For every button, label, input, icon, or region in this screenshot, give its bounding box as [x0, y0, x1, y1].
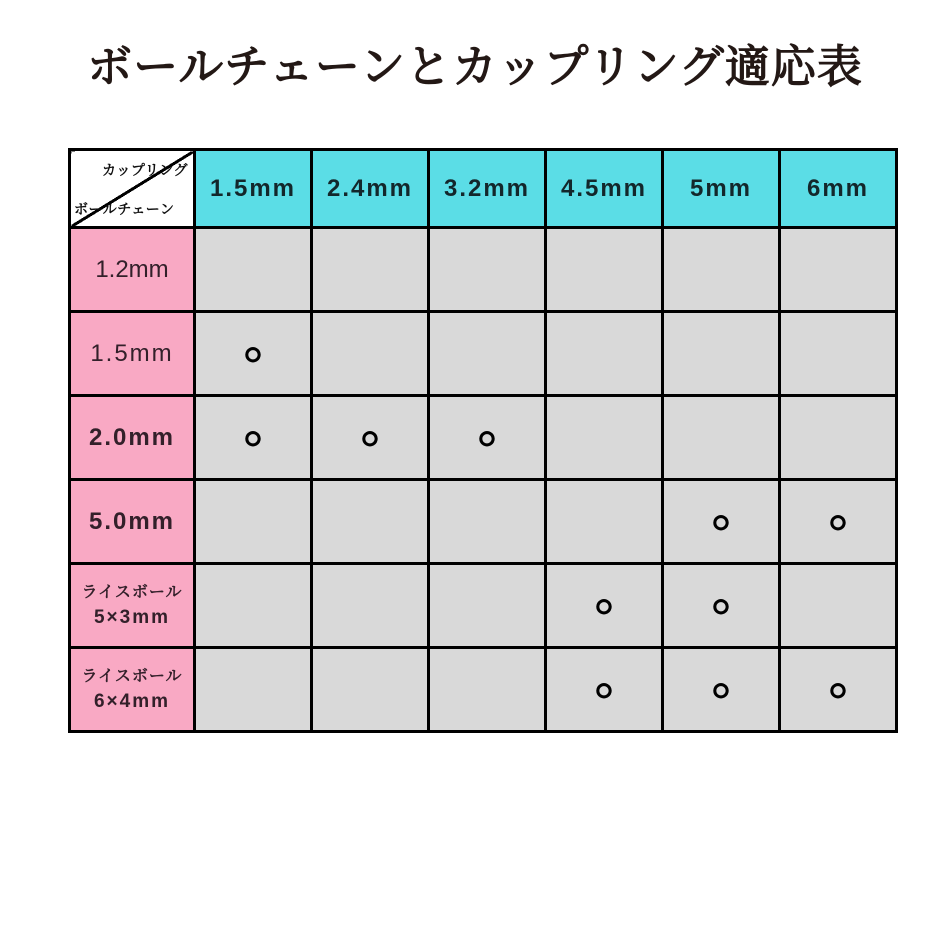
matrix-cell [429, 480, 546, 564]
row-label-cell [70, 648, 195, 732]
matrix-cell [312, 312, 429, 396]
matrix-cell [195, 228, 312, 312]
matrix-cell [195, 312, 312, 396]
compat-mark: ○ [828, 672, 848, 707]
row-label-line2: 5×3mm [93, 606, 171, 628]
column-header-5mm: 5mm [663, 150, 780, 228]
matrix-cell [195, 564, 312, 648]
row-label-cell [70, 564, 195, 648]
column-header-1-5mm: 1.5mm [195, 150, 312, 228]
row-axis-label: ボールチェーン [74, 201, 175, 217]
row-label-line1: ライスボール [81, 583, 183, 601]
compat-mark: ○ [243, 420, 263, 455]
matrix-cell [663, 396, 780, 480]
row-label-line2: 6×4mm [93, 690, 171, 712]
compat-mark: ○ [243, 336, 263, 371]
matrix-cell [663, 228, 780, 312]
compat-mark: ○ [360, 420, 380, 455]
matrix-cell [663, 648, 780, 732]
compat-mark: ○ [477, 420, 497, 455]
matrix-cell [546, 648, 663, 732]
table-row-riceball-6x4mm [70, 648, 897, 732]
matrix-cell [312, 396, 429, 480]
matrix-cell [663, 312, 780, 396]
table-row-2-0mm [70, 396, 897, 480]
matrix-cell [312, 648, 429, 732]
matrix-cell [195, 480, 312, 564]
matrix-cell [312, 228, 429, 312]
header-row [70, 150, 897, 228]
matrix-cell [780, 564, 897, 648]
page-title: ボールチェーンとカップリング適応表 [87, 41, 863, 92]
matrix-cell [312, 564, 429, 648]
table-row-1-2mm [70, 228, 897, 312]
row-label-cell: 5.0mm [70, 480, 195, 564]
matrix-cell [195, 648, 312, 732]
matrix-cell [429, 396, 546, 480]
table-row-5-0mm [70, 480, 897, 564]
matrix-cell [429, 564, 546, 648]
table-row-riceball-5x3mm [70, 564, 897, 648]
compat-mark: ○ [594, 588, 614, 623]
matrix-cell [546, 564, 663, 648]
matrix-cell [780, 312, 897, 396]
table-row-1-5mm [70, 312, 897, 396]
matrix-cell [663, 480, 780, 564]
matrix-cell [780, 480, 897, 564]
matrix-cell [429, 648, 546, 732]
matrix-cell [312, 480, 429, 564]
row-label-cell: 1.5mm [70, 312, 195, 396]
matrix-cell [429, 312, 546, 396]
compat-mark: ○ [828, 504, 848, 539]
compat-mark: ○ [711, 672, 731, 707]
column-axis-label: カップリング [101, 162, 188, 178]
matrix-cell [780, 648, 897, 732]
column-header-3-2mm: 3.2mm [429, 150, 546, 228]
column-header-4-5mm: 4.5mm [546, 150, 663, 228]
matrix-cell [195, 396, 312, 480]
compat-mark: ○ [594, 672, 614, 707]
matrix-cell [546, 228, 663, 312]
matrix-cell [546, 312, 663, 396]
column-header-6mm: 6mm [780, 150, 897, 228]
row-label-line1: ライスボール [81, 667, 183, 685]
matrix-cell [546, 396, 663, 480]
matrix-cell [780, 228, 897, 312]
compat-mark: ○ [711, 588, 731, 623]
matrix-cell [546, 480, 663, 564]
row-label-cell: 2.0mm [70, 396, 195, 480]
compatibility-table [68, 148, 898, 733]
compat-mark: ○ [711, 504, 731, 539]
matrix-cell [780, 396, 897, 480]
row-label-cell: 1.2mm [70, 228, 195, 312]
corner-header-cell [70, 150, 195, 228]
matrix-cell [429, 228, 546, 312]
matrix-cell [663, 564, 780, 648]
column-header-2-4mm: 2.4mm [312, 150, 429, 228]
